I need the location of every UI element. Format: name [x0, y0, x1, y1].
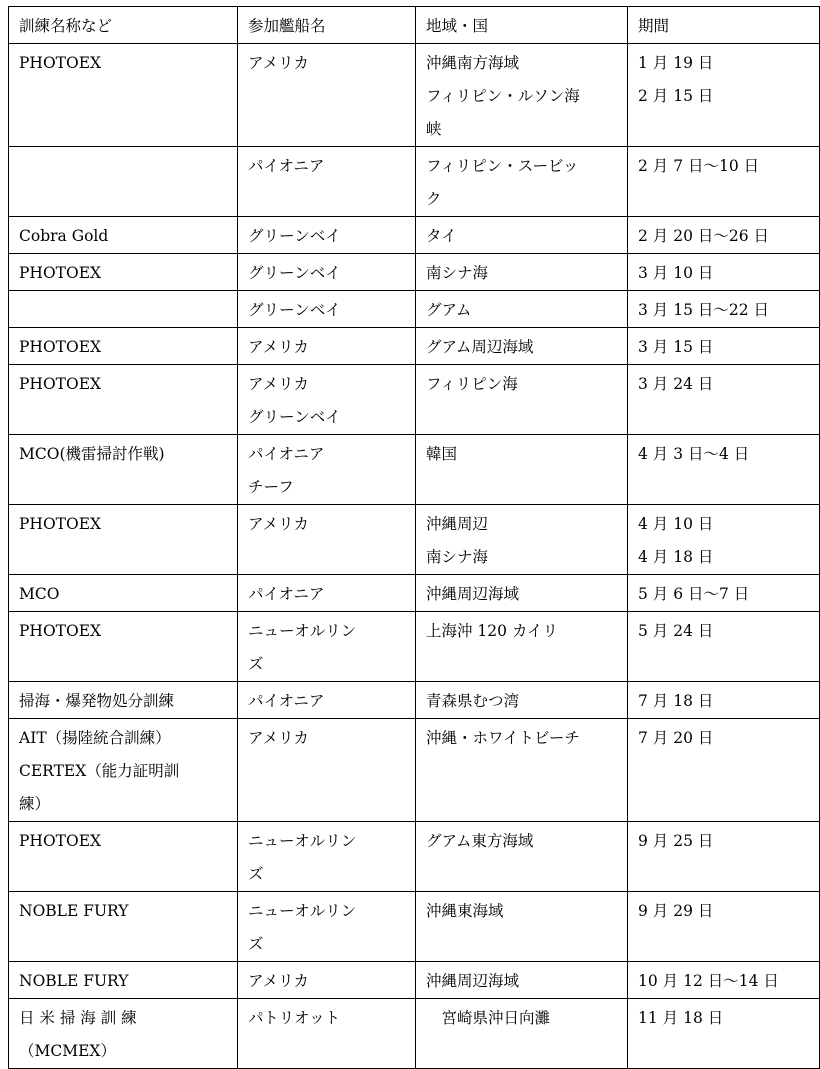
- cell-line: パイオニア: [248, 692, 325, 710]
- cell-line: グリーンベイ: [248, 301, 341, 319]
- table-row: [9, 147, 820, 217]
- cell-line: 掃海・爆発物処分訓練: [19, 692, 175, 710]
- ships-cell: [238, 962, 416, 999]
- period-cell: [628, 612, 820, 682]
- cell-line: Cobra Gold: [19, 227, 109, 245]
- cell-line: 1 月 19 日: [638, 54, 714, 72]
- cell-line: 沖縄東海域: [426, 902, 504, 920]
- period-cell: [628, 435, 820, 505]
- ships-cell: [238, 505, 416, 575]
- period-cell: [628, 575, 820, 612]
- ships-cell: [238, 892, 416, 962]
- ships-cell: [238, 217, 416, 254]
- region-cell: [416, 254, 628, 291]
- table-row: [9, 719, 820, 822]
- table-row: [9, 999, 820, 1069]
- training-name-cell: [9, 217, 238, 254]
- table-row: [9, 612, 820, 682]
- cell-line: 9 月 29 日: [638, 902, 714, 920]
- header-region: 地域・国: [416, 7, 628, 44]
- training-name-cell: [9, 719, 238, 822]
- cell-line: 青森県むつ湾: [426, 692, 520, 710]
- cell-line: 11 月 18 日: [638, 1009, 724, 1027]
- cell-line: 峡: [426, 120, 442, 138]
- header-period: 期間: [628, 7, 820, 44]
- region-cell: [416, 892, 628, 962]
- cell-line: グリーンベイ: [248, 227, 341, 245]
- cell-line: NOBLE FURY: [19, 972, 129, 990]
- cell-line: MCO: [19, 585, 60, 603]
- ships-cell: [238, 147, 416, 217]
- cell-line: 2 月 7 日～10 日: [638, 157, 760, 175]
- ships-cell: [238, 435, 416, 505]
- cell-line: 3 月 10 日: [638, 264, 714, 282]
- cell-line: 2 月 15 日: [638, 87, 714, 105]
- cell-line: パイオニア: [248, 157, 325, 175]
- cell-line: アメリカ: [248, 972, 309, 990]
- table-row: [9, 892, 820, 962]
- table-row: [9, 328, 820, 365]
- ships-cell: [238, 682, 416, 719]
- region-cell: [416, 505, 628, 575]
- table-row: [9, 505, 820, 575]
- cell-line: PHOTOEX: [19, 832, 102, 850]
- cell-line: ニューオルリン: [248, 832, 357, 850]
- period-cell: [628, 254, 820, 291]
- training-name-cell: [9, 365, 238, 435]
- cell-line: タイ: [426, 227, 457, 245]
- region-cell: [416, 147, 628, 217]
- cell-line: アメリカ: [248, 54, 309, 72]
- cell-line: 5 月 24 日: [638, 622, 714, 640]
- ships-cell: [238, 254, 416, 291]
- cell-line: 3 月 15 日: [638, 338, 714, 356]
- training-name-cell: [9, 435, 238, 505]
- region-cell: [416, 962, 628, 999]
- table-row: [9, 575, 820, 612]
- region-cell: [416, 719, 628, 822]
- cell-line: 沖縄南方海域: [426, 54, 520, 72]
- region-cell: [416, 291, 628, 328]
- cell-line: グリーンベイ: [248, 264, 341, 282]
- ships-cell: [238, 575, 416, 612]
- cell-line: 2 月 20 日～26 日: [638, 227, 770, 245]
- training-name-cell: [9, 962, 238, 999]
- cell-line: フィリピン海: [426, 375, 518, 393]
- cell-line: 4 月 3 日～4 日: [638, 445, 750, 463]
- region-cell: [416, 822, 628, 892]
- ships-cell: [238, 999, 416, 1069]
- cell-line: 9 月 25 日: [638, 832, 714, 850]
- ships-cell: [238, 822, 416, 892]
- period-cell: [628, 44, 820, 147]
- period-cell: [628, 328, 820, 365]
- cell-line: 7 月 18 日: [638, 692, 714, 710]
- table-row: [9, 44, 820, 147]
- table-row: [9, 217, 820, 254]
- cell-line: 南シナ海: [426, 264, 489, 282]
- table-row: [9, 682, 820, 719]
- table-row: [9, 254, 820, 291]
- period-cell: [628, 505, 820, 575]
- cell-line: チーフ: [248, 478, 294, 496]
- cell-line: 沖縄周辺海域: [426, 585, 520, 603]
- period-cell: [628, 147, 820, 217]
- training-name-cell: [9, 999, 238, 1069]
- period-cell: [628, 365, 820, 435]
- period-cell: [628, 822, 820, 892]
- exercise-schedule-table: [8, 6, 820, 1069]
- cell-line: PHOTOEX: [19, 375, 102, 393]
- region-cell: [416, 44, 628, 147]
- period-cell: [628, 719, 820, 822]
- region-cell: [416, 682, 628, 719]
- ships-cell: [238, 291, 416, 328]
- cell-line: グアム: [426, 301, 472, 319]
- cell-line: フィリピン・スービッ: [426, 157, 579, 175]
- cell-line: CERTEX（能力証明訓: [19, 762, 180, 780]
- training-name-cell: [9, 682, 238, 719]
- period-cell: [628, 962, 820, 999]
- cell-line: 南シナ海: [426, 548, 489, 566]
- ships-cell: [238, 719, 416, 822]
- training-name-cell: [9, 822, 238, 892]
- cell-line: 韓国: [426, 445, 458, 463]
- cell-line: 10 月 12 日～14 日: [638, 972, 779, 990]
- period-cell: [628, 892, 820, 962]
- cell-line: ズ: [248, 655, 264, 673]
- training-name-cell: [9, 44, 238, 147]
- table-body: [9, 7, 820, 1069]
- table-header-row: [9, 7, 820, 44]
- cell-line: 宮崎県沖日向灘: [426, 1009, 551, 1027]
- table-row: [9, 435, 820, 505]
- table-row: [9, 962, 820, 999]
- cell-line: PHOTOEX: [19, 515, 102, 533]
- training-name-cell: [9, 505, 238, 575]
- ships-cell: [238, 44, 416, 147]
- cell-line: アメリカ: [248, 338, 309, 356]
- cell-line: （MCMEX）: [19, 1042, 116, 1060]
- region-cell: [416, 328, 628, 365]
- cell-line: PHOTOEX: [19, 264, 102, 282]
- cell-line: 練）: [19, 795, 51, 813]
- cell-line: NOBLE FURY: [19, 902, 129, 920]
- region-cell: [416, 217, 628, 254]
- training-name-cell: [9, 612, 238, 682]
- cell-line: MCO(機雷掃討作戦): [19, 445, 165, 463]
- cell-line: 日 米 掃 海 訓 練: [19, 1009, 137, 1027]
- cell-line: グアム東方海域: [426, 832, 534, 850]
- cell-line: 上海沖 120 カイリ: [426, 622, 558, 640]
- cell-line: グアム周辺海域: [426, 338, 534, 356]
- table-row: [9, 822, 820, 892]
- ships-cell: [238, 328, 416, 365]
- period-cell: [628, 291, 820, 328]
- training-name-cell: [9, 328, 238, 365]
- header-training-name: 訓練名称など: [9, 7, 238, 44]
- cell-line: パイオニア: [248, 445, 325, 463]
- period-cell: [628, 999, 820, 1069]
- ships-cell: [238, 365, 416, 435]
- training-name-cell: [9, 575, 238, 612]
- cell-line: AIT（揚陸統合訓練）: [19, 729, 171, 747]
- table-row: [9, 291, 820, 328]
- region-cell: [416, 999, 628, 1069]
- training-name-cell: [9, 147, 238, 217]
- cell-line: PHOTOEX: [19, 338, 102, 356]
- cell-line: ズ: [248, 935, 264, 953]
- cell-line: PHOTOEX: [19, 622, 102, 640]
- cell-line: ク: [426, 190, 442, 208]
- cell-line: ズ: [248, 865, 264, 883]
- region-cell: [416, 575, 628, 612]
- cell-line: 3 月 24 日: [638, 375, 714, 393]
- header-ships: 参加艦船名: [238, 7, 416, 44]
- table-row: [9, 365, 820, 435]
- region-cell: [416, 612, 628, 682]
- cell-line: パイオニア: [248, 585, 325, 603]
- cell-line: 4 月 10 日: [638, 515, 714, 533]
- training-name-cell: [9, 254, 238, 291]
- cell-line: 沖縄周辺: [426, 515, 489, 533]
- cell-line: パトリオット: [248, 1009, 341, 1027]
- cell-line: アメリカ: [248, 515, 309, 533]
- cell-line: アメリカ: [248, 375, 309, 393]
- cell-line: アメリカ: [248, 729, 309, 747]
- cell-line: 5 月 6 日～7 日: [638, 585, 750, 603]
- cell-line: ニューオルリン: [248, 902, 357, 920]
- cell-line: グリーンベイ: [248, 408, 341, 426]
- region-cell: [416, 435, 628, 505]
- period-cell: [628, 682, 820, 719]
- cell-line: PHOTOEX: [19, 54, 102, 72]
- cell-line: 7 月 20 日: [638, 729, 714, 747]
- training-name-cell: [9, 892, 238, 962]
- cell-line: 沖縄周辺海域: [426, 972, 520, 990]
- cell-line: 沖縄・ホワイトビーチ: [426, 729, 580, 747]
- cell-line: フィリピン・ルソン海: [426, 87, 580, 105]
- cell-line: 4 月 18 日: [638, 548, 714, 566]
- cell-line: ニューオルリン: [248, 622, 357, 640]
- region-cell: [416, 365, 628, 435]
- period-cell: [628, 217, 820, 254]
- training-name-cell: [9, 291, 238, 328]
- ships-cell: [238, 612, 416, 682]
- cell-line: 3 月 15 日～22 日: [638, 301, 770, 319]
